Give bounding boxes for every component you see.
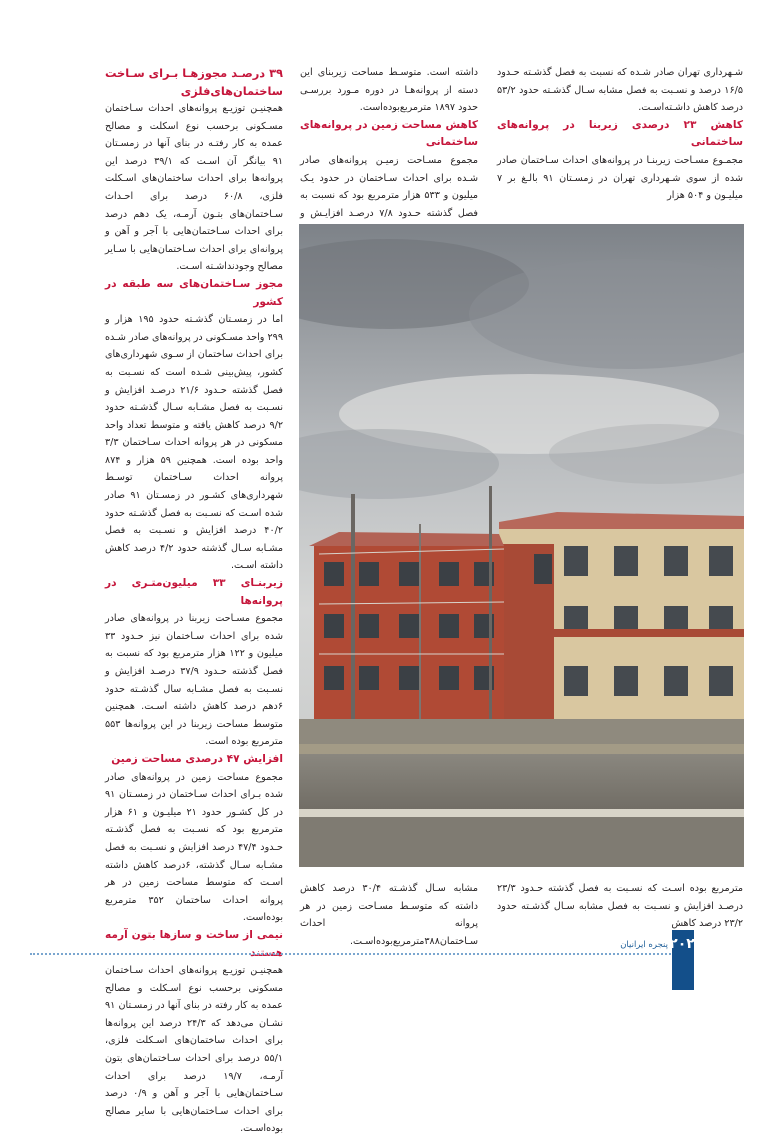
paragraph: مجموع مسـاحت زیربنا در پروانه‌های صادر شده برای احداث سـاختمان نیز حـدود ۳۳ میلیون و ۱۲۲ هزار مترمربع بود که نسبت به فصل گذشته حـدود ۳۷/۹ درصـد افزایش و نسـبت به فصل مشـابه سال گذشـته حدود ۶دهم درصد کاهش داشته اسـت. همچنین متوسط مساحت زیربنا در این پروانه‌ها ۵۵۳ مترمربع بوده است. bbox=[105, 613, 284, 748]
section-heading: نیمی از ساخت و سازها بتون آرمه هستند bbox=[105, 928, 283, 959]
section-heading: ۳۹ درصـد مجوزهـا بـرای سـاخت ساختمان‌های‌فلزی bbox=[105, 66, 283, 98]
section-heading: کاهش مساحت زمین در پروانه‌های ساختمانی bbox=[300, 118, 478, 149]
column-left bbox=[105, 64, 283, 1138]
paragraph: شـهرداری تهران صادر شـده که نسبت به فصل گذشـته حـدود ۱۶/۵ درصد و نسـبت به فصل مشابه سـال گذشـته حدود ۵۳/۲ درصد کاهش داشـته‌اسـت. bbox=[497, 67, 743, 114]
building-photo bbox=[299, 224, 744, 867]
paragraph: مجموع مساحت زمین در پروانه‌های صادر شده بـرای احداث سـاختمان در زمسـتان ۹۱ در کل کشـور حدود ۲۱ میلیـون و ۶۱ هزار مترمربع بود که نسـبت به فصل گذشـته حـدود ۴۷/۴ درصد افزایش و نسـبت به فصل مشـابه سـال گذشته، ۶درصد کاهش داشته اسـت که متوسط مساحت زمین در هر پروانه احداث ساختمان ۳۵۲ مترمربع بوده‌است. bbox=[105, 771, 283, 924]
column-middle-bottom bbox=[300, 880, 478, 950]
section-heading: کاهش ۲۳ درصدی زیربنا در پروانه‌های ساختمانی bbox=[497, 118, 743, 149]
paragraph: اما در زمسـتان گذشـته حدود ۱۹۵ هزار و ۲۹۹ واحد مسـکونی در پروانه‌های صادر شـده برای احداث ساختمان از سـوی شهرداری‌های کشور، پیش‌بینی شـده است که نسـبت به فصل گذشته حـدود ۲۱/۶ درصـد افزایش و نسـبت به فصل مشـابه سـال گذشـته حدود ۹/۲ درصد کاهش یافته و متوسط تعداد واحد مسکونی در هر پروانه احداث سـاختمان ۳/۳ واحد بوده است. همچنین ۵۹ هزار و ۸۷۴ پروانه احداث سـاختمان توسـط شهرداری‌های کشـور در زمسـتان ۹۱ صادر شده اسـت که نسـبت به فصل گذشـته حدود ۴۰/۲ درصد افزایش و نسـبت به فصل مشـابه سـال گذشته حدود ۴/۲ درصد کاهش داشته اسـت. bbox=[105, 314, 283, 572]
column-right-top bbox=[497, 64, 743, 205]
section-heading: زیربنـای ۳۳ میلیون‌متـری در پروانه‌ها bbox=[105, 577, 283, 607]
paragraph: مجمـوع مسـاحت زیربنـا در پروانه‌های احداث سـاختمان صادر شده از سوی شـهرداری تهران در زمسـتان ۹۱ بالـغ بر ۷ میلیـون و ۵۰۴ هزار bbox=[497, 154, 744, 202]
paragraph: همچنیـن توزیـع پروانه‌های احداث سـاختمان مسکونی برحسب نوع اسـکلت و مصالح عمده به کار رفته در بنای آنها در زمسـتان ۹۱ نشـان می‌دهد که ۲۴/۳ درصد این پروانه‌ها برای احداث ساختمان‌های اسـکلت فلزی، ۵۵/۱ درصد برای احداث سـاختمان‌های بتون آرمـه، ۱۹/۷ درصد برای احداث سـاختمان‌هایی با آجر و آهن و ۰/۹ درصد برای احداث سـاختمان‌هایی با سایر مصالح بوده‌اسـت. bbox=[105, 965, 284, 1135]
paragraph: مجموع مسـاحت زمیـن پروانه‌های صادر شـده برای احداث سـاختمان در حدود یـک میلیون و ۵۳۳ هزار مترمربع بود که نسبت به فصل گذشته حـدود ۷/۸ درصـد افزایـش و bbox=[300, 154, 479, 219]
magazine-name: پنجره ایرانیان bbox=[620, 940, 668, 950]
page-number: ۲۰۲ bbox=[669, 936, 695, 952]
column-middle-top bbox=[300, 64, 478, 240]
paragraph: مشابه سـال گذشـته ۳۰/۴ درصد کاهش داشته که متوسـط مسـاحت زمین در هر پروانه احداث سـاختمان۳۸۸مترمربع‌بوده‌اسـت. bbox=[300, 883, 478, 947]
paragraph: مترمربع بوده اسـت که نسـبت به فصل گذشته حـدود ۲۳/۳ درصـد افزایش و نسـبت به فصل مشابه سـال گذشـته حدود ۲۳/۲ درصد کاهش bbox=[497, 883, 743, 930]
column-right-bottom bbox=[497, 880, 743, 933]
paragraph: داشته است. متوسـط مساحت زیربنای این دسته از پروانه‌هـا در دوره مـورد بررسـی حدود ۱۸۹۷ مترمربع‌بوده‌است. bbox=[300, 67, 478, 114]
paragraph: همچنیـن توزیـع پروانه‌های احداث سـاختمان مسـکونی برحسب نوع اسکلت و مصالح عمده به کار رفتـه در بنای آنها در زمسـتان ۹۱ بیانگر آن اسـت که ۳۹/۱ درصد این پروانه‌ها برای احداث ساختمان‌های اسـکلت فلزی، ۶۰/۸ درصد برای احـداث سـاختمان‌های بتـون آرمـه، یک دهم درصد برای احداث سـاختمان‌هایی با آجر و آهن و پروانه‌ای برای احداث سـاختمان‌هایی با سـایر مصالح وجودنداشـته اسـت. bbox=[105, 103, 284, 273]
section-heading: افزایش ۴۷ درصدی مساحت زمین bbox=[111, 752, 283, 765]
footer-dotted-line bbox=[30, 953, 675, 955]
section-heading: مجوز سـاختمان‌های سه طبقه در کشور bbox=[105, 277, 283, 308]
